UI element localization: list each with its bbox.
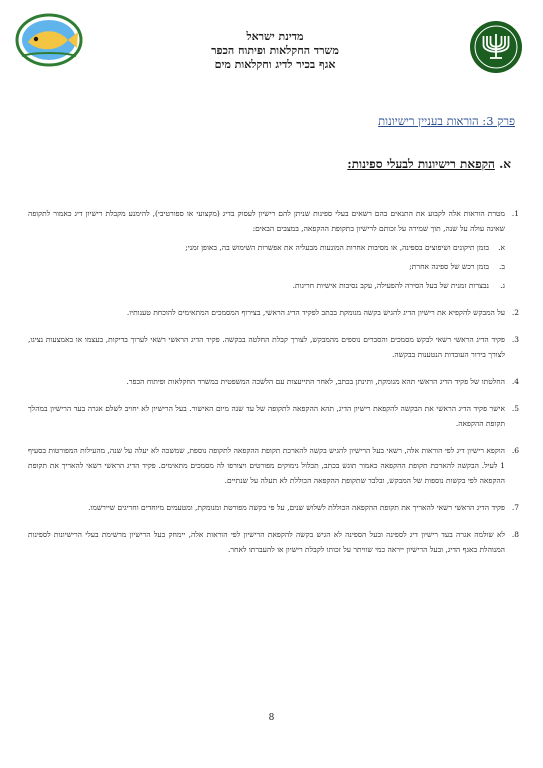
page-number: 8 — [268, 713, 275, 723]
fish-logo-icon — [14, 12, 84, 68]
list-item — [28, 206, 519, 293]
list-item — [28, 401, 519, 431]
list-item — [28, 500, 519, 515]
item-number: 1. — [511, 209, 519, 218]
sub-item-text: נבצרות זמנית של בעל הסירה להפעילה, עקב נסיבות אישיות חריגות. — [292, 281, 489, 290]
header-line-division: אגף בכיר לדיג וחקלאות מים — [214, 58, 336, 71]
header-line-state: מדינת ישראל — [246, 30, 304, 43]
list-item — [28, 443, 519, 488]
item-text: מטרת הוראות אלה לקבוע את התנאים בהם רשאים בעלי ספינות שניתן להם רישיון לעסוק בדיג (מקצועי או ספורטיבי), להימנע מקבלת רישיון דיג כאמור לתקופה שאינה עולה על שנה, תוך שמירה על זכותם לרישיון בתקופת ההקפאה, במצבים הבאים: — [28, 209, 505, 233]
list-item — [28, 305, 519, 320]
header-line-ministry: משרד החקלאות ופיתוח הכפר — [211, 44, 339, 57]
list-item — [28, 527, 519, 557]
item-number: 3. — [511, 335, 519, 344]
item-number: 6. — [511, 446, 519, 455]
section-letter: א. — [499, 157, 511, 171]
item-text: החלטתו של פקיד הדיג הראשי תהא מנומקת, ותינתן בכתב, לאחר התייעצות עם הלשכה המשפטית במשרד החקלאות ופיתוח הכפר. — [126, 377, 505, 386]
sub-item — [28, 259, 505, 274]
item-number: 8. — [511, 530, 519, 539]
sub-item — [28, 240, 505, 255]
list-item — [28, 374, 519, 389]
section-title-text: הקפאת רישיונות לבעלי ספינות: — [347, 157, 495, 171]
item-number: 2. — [511, 308, 519, 317]
item-text: פקיד הדיג הראשי רשאי להאריך את תקופת ההקפאה הכוללת לשלוש שנים, על פי בקשה מפורטת ומנומקת, ומטעמים מיוחדים וחריגים שיירשמו. — [88, 503, 505, 512]
regulation-list — [28, 206, 519, 569]
ministry-header — [110, 30, 440, 72]
sub-item — [28, 278, 505, 293]
sub-item-letter: ג. — [500, 281, 505, 290]
sub-item-text: בזמן רכש של ספינה אחרת; — [409, 262, 489, 271]
chapter-title: פרק 3: הוראות בעניין רישיונות — [378, 114, 515, 128]
item-text: על המבקש להקפיא את רישיון הדיג להגיש בקשה מנומקת בכתב לפקיד הדיג הראשי, בצירוף המסמכים המתאימים להוכחת טענותיו. — [126, 308, 505, 317]
item-number: 7. — [511, 503, 519, 512]
item-number: 5. — [511, 404, 519, 413]
sub-item-text: בזמן תיקונים ושיפוצים בספינה, או מסיבות אחרות המונעות מבעליה את אפשרות השימוש בה, באופן זמני; — [185, 243, 489, 252]
menorah-emblem-icon — [469, 20, 523, 74]
list-item — [28, 332, 519, 362]
sub-item-letter: ב. — [499, 262, 505, 271]
item-text: לא שולמה אגרה בעד רישיון דיג לספינה ובעל הספינה לא הגיש בקשה להקפאת הרישיון לפי הוראות אלה, יימחק בעל הרישיון מרשימת בעלי הרישיונות לספינות המנוהלת באגף הדיג, ובעל הרישיון ייראה כמי שוויתר על זכותו לקבלת רישיון או להעברתו לאחר. — [28, 530, 505, 554]
item-text: אישר פקיד הדיג הראשי את הבקשה להקפאת רישיון הדיג, תהא ההקפאה לתקופה של עד שנה מיום האישור. בעל הרישיון לא יחויב לשלם אגרה בעד הרישיון במהלך תקופת ההקפאה. — [28, 404, 505, 428]
item-text: הוקפא רישיון דיג לפי הוראות אלה, רשאי בעל הרישיון להגיש בקשה להארכת תקופת ההקפאה לתקופה נוספת, שמשכה לא יעלה על שנה, מהעילות המפורטות בסעיף 1 לעיל. הבקשה להארכת תקופת ההקפאה כאמור תוגש בכתב, תכלול נימוקים מפורטים ויצורפו לה מסמכים מתאימים. פקיד הדיג הראשי רשאי להאריך את תקופת ההקפאה לפי בקשות נוספות של המבקש, ובלבד שתקופת ההקפאה הכוללת לא תעלה על שנתיים. — [28, 446, 505, 485]
sub-item-letter: א. — [498, 243, 505, 252]
item-number: 4. — [511, 377, 519, 386]
item-text: פקיד הדיג הראשי רשאי לבקש מסמכים והסברים נוספים מהמבקש, לצורך קבלת החלטה בבקשה. פקיד הדיג הראשי רשאי לערוך בדיקות, בעצמו או באמצעות נציגו, לצורך בירור העובדות הנטענות בבקשה. — [28, 335, 505, 359]
section-title — [347, 157, 511, 172]
